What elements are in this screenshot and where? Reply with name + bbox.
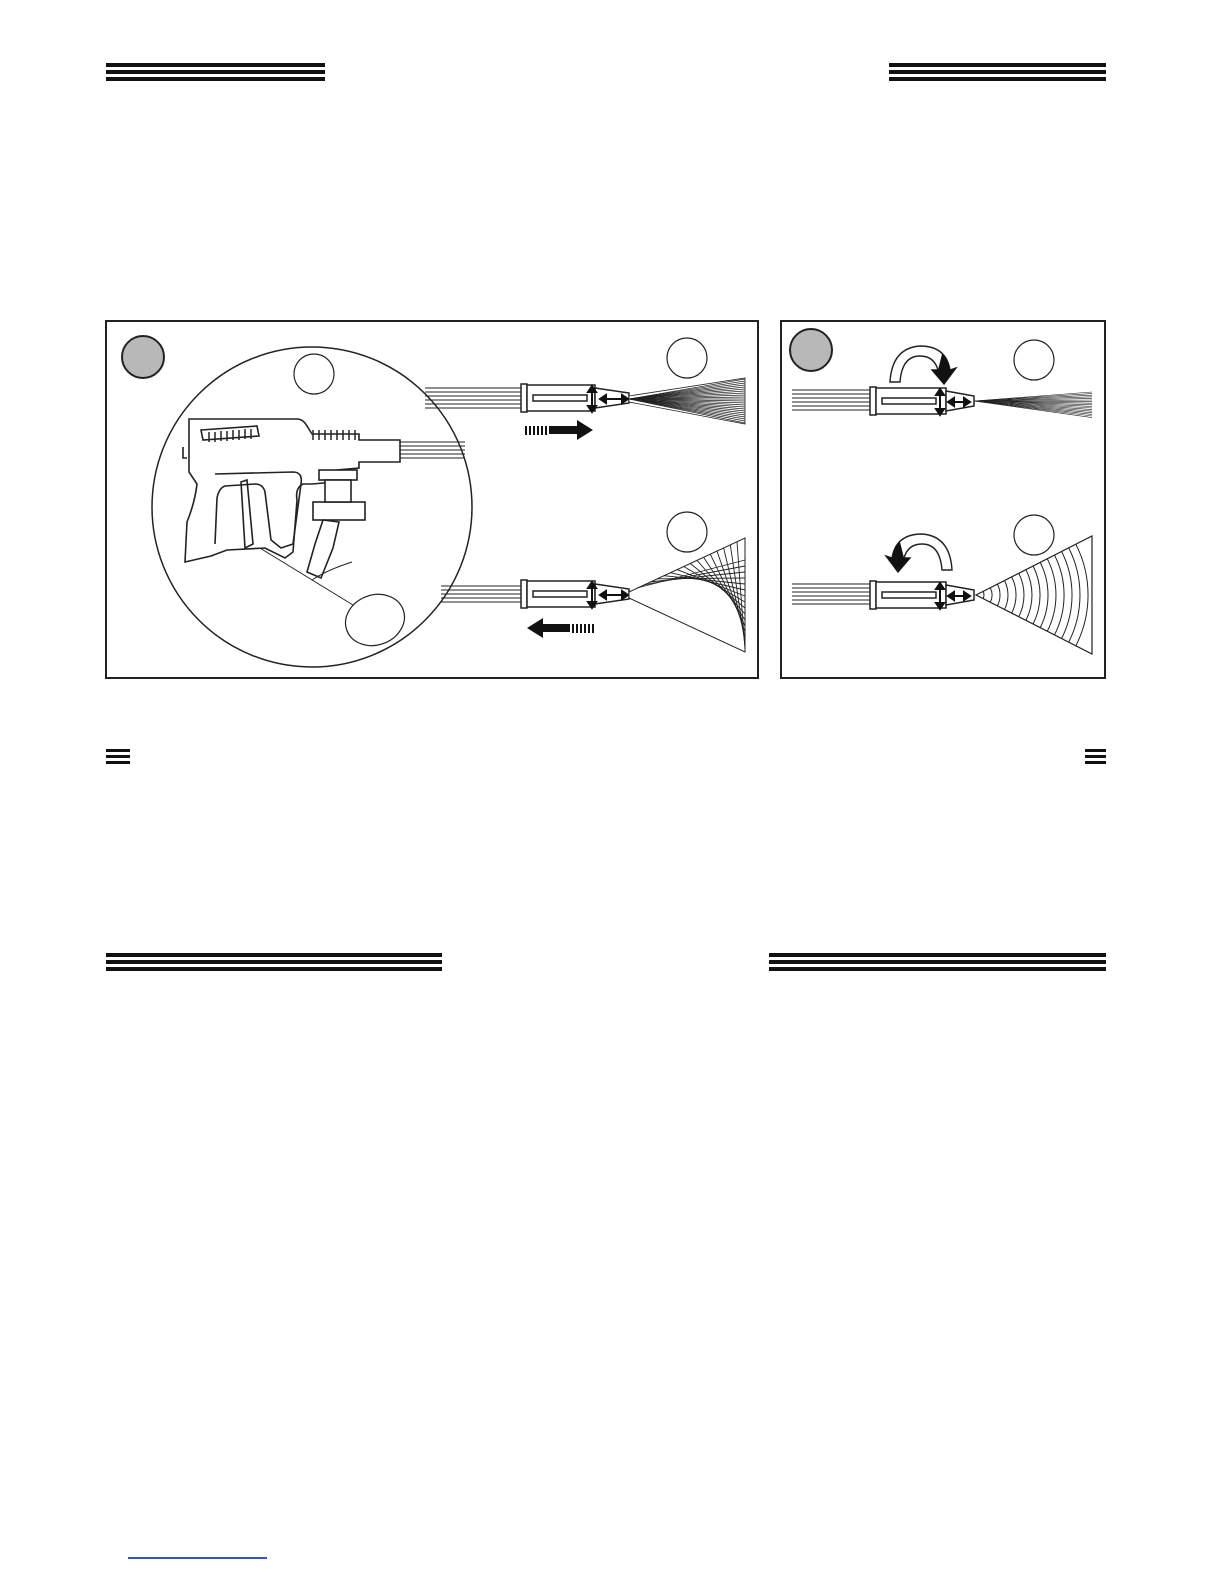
right-section-rule <box>769 953 1106 971</box>
lance-lines-upper <box>792 390 870 410</box>
left-heading-rule <box>106 63 325 81</box>
left-section-rule <box>106 953 442 971</box>
figure-panel-nozzle-rotate <box>780 320 1106 679</box>
lance-lines-lower <box>792 584 870 604</box>
right-list-mark <box>1085 749 1106 764</box>
left-list-mark <box>106 749 130 764</box>
lance-lines-lower <box>441 586 521 602</box>
callout-circle-upper <box>1014 340 1054 380</box>
footer-link-underline[interactable] <box>128 1557 267 1559</box>
figure-panel-nozzle-adjust <box>105 320 759 679</box>
figure-right-drawing <box>782 322 1104 677</box>
right-heading-rule <box>889 63 1106 81</box>
callout-circle-lower <box>667 512 707 552</box>
pull-back-arrow <box>527 618 593 638</box>
callout-circle-lower <box>1014 515 1054 555</box>
step-badge <box>122 336 164 378</box>
lance-lines-upper <box>425 388 521 408</box>
callout-circle-upper <box>667 338 707 378</box>
step-badge <box>790 329 832 371</box>
figure-left-drawing <box>107 322 757 677</box>
push-forward-arrow <box>526 420 593 440</box>
spray-pencil-jet <box>974 392 1092 418</box>
callout-circle <box>294 354 334 394</box>
